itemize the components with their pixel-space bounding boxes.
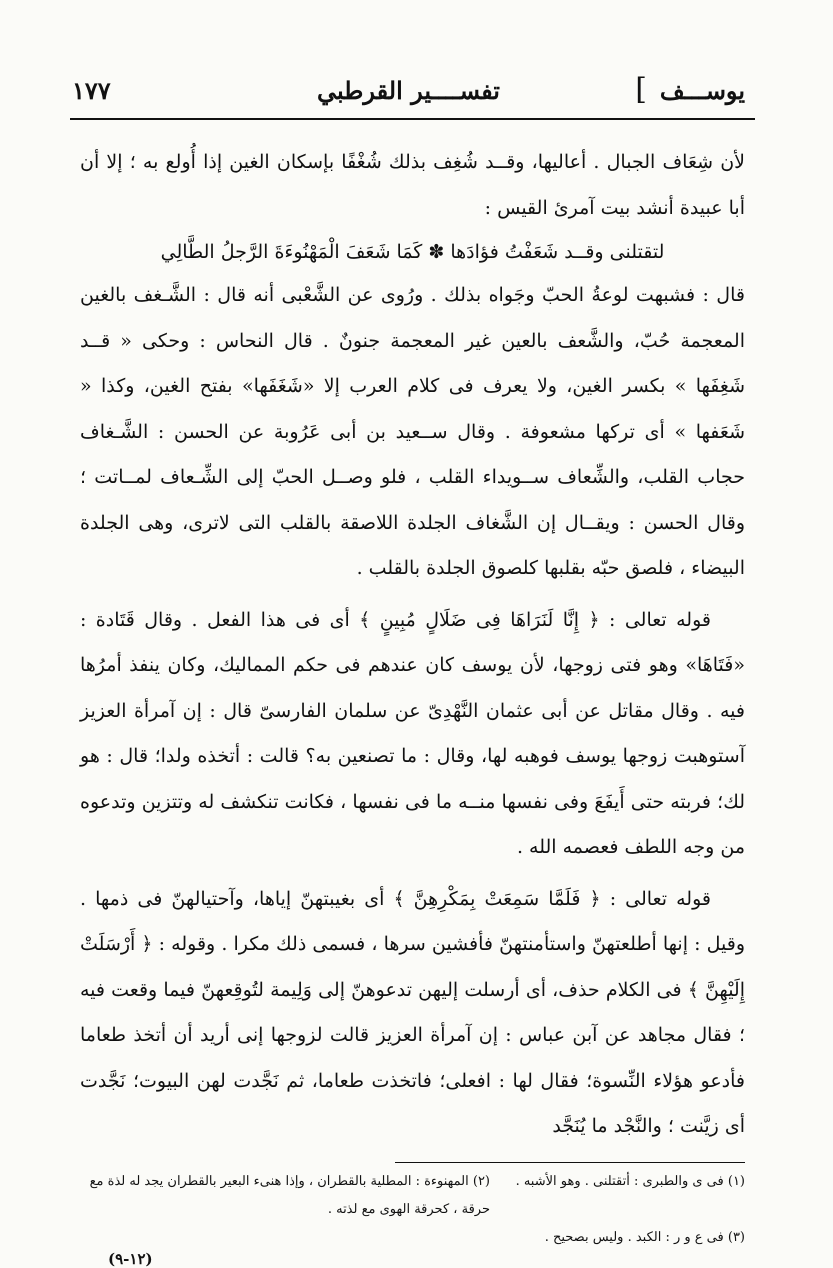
paragraph-1: لأن شِعَاف الجبال . أعاليها، وقــد شُغِف بذلك شُغْفًا بإسكان الغين إذا أُولع به ؛ إلا أن أبا عبيدة أنشد بيت آمرئ القيس : xyxy=(80,151,745,219)
paragraph-4: قوله تعالى : ﴿ فَلَمَّا سَمِعَتْ بِمَكْرِهِنَّ ﴾ أى بغيبتهنّ إياها، وآحتيالهنّ فى ذمها . وقيل : إنها أطلعتهنّ واستأمنتهنّ فأفشين سرها ، فسمى ذلك مكرا . وقوله : ﴿ أَرْسَلَتْ إِلَيْهِنَّ ﴾ فى الكلام حذف، أى أرسلت إليهن تدعوهنّ إلى وَلِيمة لتُوقِعهنّ فيما وقعت فيه ؛ فقال مجاهد عن آبن عباس : إن آمرأة العزيز قالت لزوجها إنى أريد أن أتخذ طعاما فأدعو هؤلاء النِّسوة؛ فقال لها : افعلى؛ فاتخذت طعاما، ثم نَجَّدت لهن البيوت؛ نَجَّدت أى زيَّنت ؛ والنَّجْد ما يُنَجَّد xyxy=(80,887,745,1137)
footnote-3: (٣) فى ع و ر : الكبد . وليس بصحيح . xyxy=(544,1230,745,1245)
printer-signature: (١٢-٩) xyxy=(108,1250,153,1268)
footnote-1: (١) فى ى والطبرى : أتقتلنى . وهو الأشبه . xyxy=(515,1174,745,1189)
main-text xyxy=(80,140,745,1150)
footnotes xyxy=(80,1168,745,1252)
poetry-verse: لتقتلنى وقــد شَعَفْتُ فؤادَها ✽ كَمَا شَعَفَ الْمَهْنُوءَةَ الرَّجلُ الطَّالِي xyxy=(160,241,665,263)
paragraph-2: قال : فشبهت لوعةُ الحبّ وجَواه بذلك . ورُوى عن الشَّعْبى أنه قال : الشَّـغف بالغين المعجمة حُبّ، والشَّعف بالعين غير المعجمة جنونٌ . قال النحاس : وحكى « قــد شَغِفَها » بكسر الغين، ولا يعرف فى كلام العرب إلا «شَغَفَها» بفتح الغين، وكذا « شَعَفها » أى تركها مشعوفة . وقال ســعيد بن أبى عَرُوبة عن الحسن : الشَّـغاف حجاب القلب، والشِّعاف ســويداء القلب ، فلو وصــل الحبّ إلى الشِّـعاف لمــاتت ؛ وقال الحسن : ويقــال إن الشَّغاف الجلدة اللاصقة بالقلب التى لاترى، وهى الجلدة البيضاء ، فلصق حبّه بقلبها كلصوق الجلدة بالقلب . xyxy=(80,284,745,579)
page-number: ١٧٧ xyxy=(72,76,111,105)
paragraph-3: قوله تعالى : ﴿ إِنَّا لَنَرَاهَا فِى ضَلَالٍ مُبِينٍ ﴾ أى فى هذا الفعل . وقال قَتَادة : «فَتَاهَا» وهو فتى زوجها، لأن يوسف كان عندهم فى حكم المماليك، وكان ينفذ أمرُها فيه . وقال مقاتل عن أبى عثمان النَّهْدِىّ عن سلمان الفارسىّ قال : إن آمرأة العزيز آستوهبت زوجها يوسف فوهبه لها، وقال : ما تصنعين به؟ قالت : أتخذه ولدا؛ قال : هو لك؛ فربته حتى أَيفَعَ وفى نفسها منــه ما فى نفسها ، فكانت تنكشف له وتتزين وتدعوه من وجه اللطف فعصمه الله . xyxy=(80,608,745,858)
footnote-row xyxy=(80,1168,745,1224)
header-rule xyxy=(70,118,755,120)
running-header xyxy=(72,72,745,112)
footnote-rule xyxy=(395,1162,745,1163)
header-bracket: ] xyxy=(635,72,647,107)
surah-name: يوســـف xyxy=(659,76,745,105)
footnote-2: (٢) المهنوءة : المطلية بالقطران ، وإذا هنىء البعير بالقطران يجد له لذة مع حرقة ، كحرقة الهوى مع لذته . xyxy=(89,1174,490,1217)
book-title: تفســــير القرطبي xyxy=(317,76,500,105)
